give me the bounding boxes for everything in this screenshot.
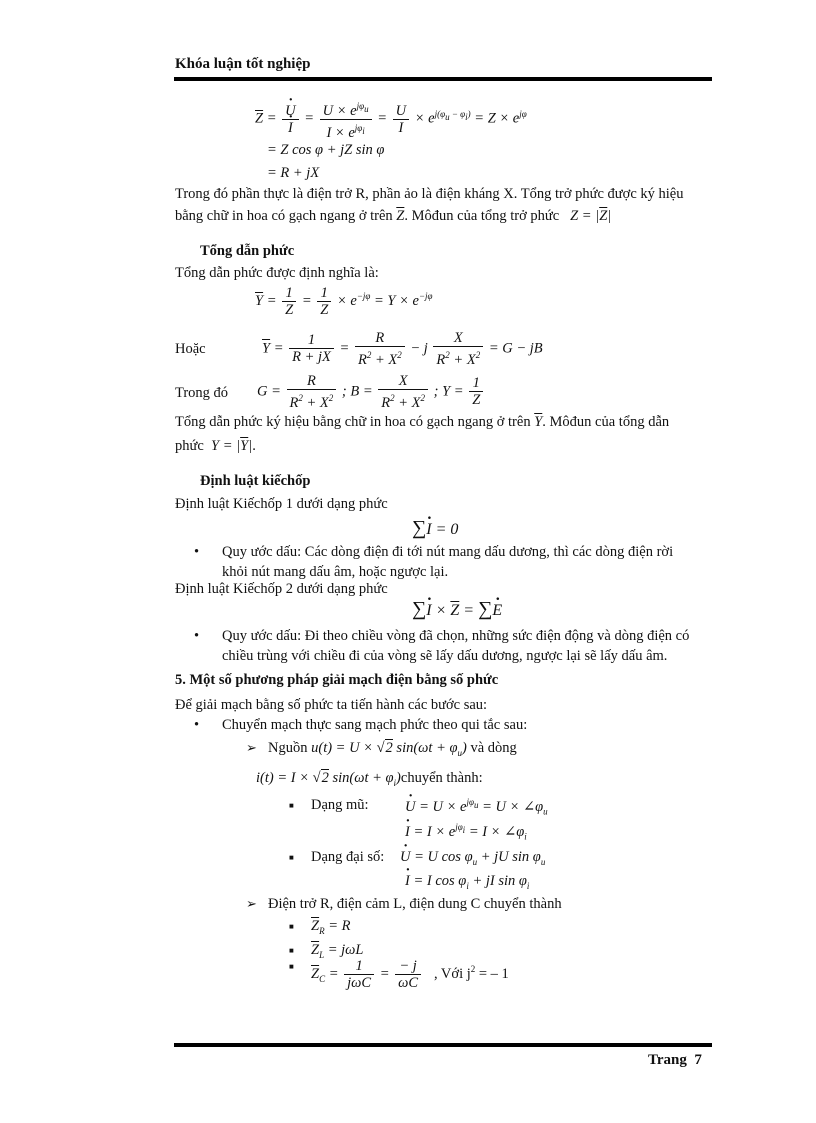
equation-impedance-2: = Z cos φ + jZ sin φ [267,142,385,158]
heading-kirchhoff: Định luật kiếchốp [200,473,311,489]
label-where: Trong đó [175,385,229,401]
alg-form-label: ■ Dạng đại số: [311,849,384,866]
heading-section5: 5. Một số phương pháp giải mạch điện bằng số phức [175,672,499,688]
kirchhoff-law2: Định luật Kiếchốp 2 dưới dạng phức [175,581,388,597]
impedance-c: ■ $\overline{Z}_C$ = $\frac{1}{\text{jωC}}$ = $\frac{- j}{\omega C}$ , Với $j^2$ = – 1 [311,958,509,991]
impedance-r: ■ $\overline{Z}_R = R$ [311,918,350,936]
paragraph-admittance: Tổng dẫn phức ký hiệu bằng chữ in hoa có gạch ngang ở trên $\overline{Y}$. Môđun của tổng dẫn [175,414,670,430]
paragraph-impedance: Trong đó phần thực là điện trở R, phần ảo là điện kháng X. Tổng trở phức được ký hiệu bằng chữ in hoa có gạch ngang ở trên $\overline{Z}$. Môđun của tổng trở phức $Z = |\overline{Z}|$ [175,186,684,224]
kirchhoff-bullet1-line2: khỏi nút mang dấu âm, hoặc ngược lại. [222,564,449,580]
kirchhoff-bullet1-line1: • Quy ước dấu: Các dòng điện đi tới nút mang dấu dương, thì các dòng điện rời [222,544,673,561]
paragraph-admittance-2: phức $Y = |\overline{Y}|$. [175,438,256,454]
section5-bullet: • Chuyển mạch thực sang mạch phức theo qui tắc sau: [222,717,527,734]
equation-admittance-1: $\overline{Y}$ = $\frac{1}{Z}$ = $\frac{1}{Z}$ × $e^{-j\varphi} = Y \times e^{-j\varphi}$ [255,285,433,318]
admittance-intro: Tổng dẫn phức được định nghĩa là: [175,265,379,281]
page-header-title: Khóa luận tốt nghiệp [175,56,311,72]
equation-impedance-3: = R + jX [267,165,320,181]
equation-kirchhoff2: ∑· $I \times \overline{Z}$ = ∑· E [412,598,502,621]
equation-kirchhoff1: ∑· I = 0 [412,517,458,540]
kirchhoff-law1: Định luật Kiếchốp 1 dưới dạng phức [175,496,388,512]
footer-page: Trang 7 [648,1052,702,1068]
equation-admittance-3: G = $\frac{R}{R^2 + X^2}$ ; B = $\frac{X}{R^2 + X^2}$ ; Y = $\frac{1}{Z}$ [257,373,485,411]
source-line: ➢ Nguồn u(t) = U × √2 $\sin(\omega t + \varphi_u)$ và dòng [268,740,517,758]
impedance-l: ■ $\overline{Z}_L = j\omega L$ [311,942,363,960]
rlc-line: ➢ Điện trở R, điện cảm L, điện dung C chuyển thành [268,896,562,913]
kirchhoff-bullet2-line2: chiều trùng với chiều đi của vòng sẽ lấy dấu dương, ngược lại sẽ lấy dấu âm. [222,648,668,664]
header-rule [174,77,712,81]
alg-form-i: · I = I $\cos \varphi_i$ + jI $\sin \varphi_i$ [405,873,529,891]
current-line: i(t) = I × √2 $\sin(\omega t + \varphi_i)chuyển$ thành: [256,770,483,788]
equation-admittance-2: $\overline{Y}$ = $\frac{1}{R + jX}$ = $\frac{R}{R^2 + X^2}$ − j $\frac{X}{R^2 + X^2}$ = G − jB [262,330,543,368]
kirchhoff-bullet2-line1: • Quy ước dấu: Đi theo chiều vòng đã chọn, những sức điện động và dòng điện có [222,628,689,645]
label-or: Hoặc [175,341,206,357]
alg-form-u: · U = U $\cos \varphi_u$ + jU $\sin \varphi_u$ [400,849,545,867]
section5-intro: Để giải mạch bằng số phức ta tiến hành các bước sau: [175,697,488,713]
exp-form-i: · $I = I \times e^{j\varphi_i} = I$ × $\angle\varphi_i$ [405,822,527,842]
exp-form-u: · $U = U \times e^{j\varphi_u} = U$ × $\angle\varphi_u$ [405,797,548,817]
equation-impedance-1: $\overline{Z}$ = · U · I = $\frac{U \times e^{j\varphi_u}}{I \times e^{j\varphi_i}}$ = $\frac{U}{I}$ × $e^{j(\varphi_u - \varphi_i)} = Z \times e^{j\varphi}$ [255,98,527,141]
heading-admittance: Tổng dẫn phức [200,243,295,259]
footer-rule [174,1043,712,1047]
exp-form-label: ■ Dạng mũ: [311,797,369,814]
